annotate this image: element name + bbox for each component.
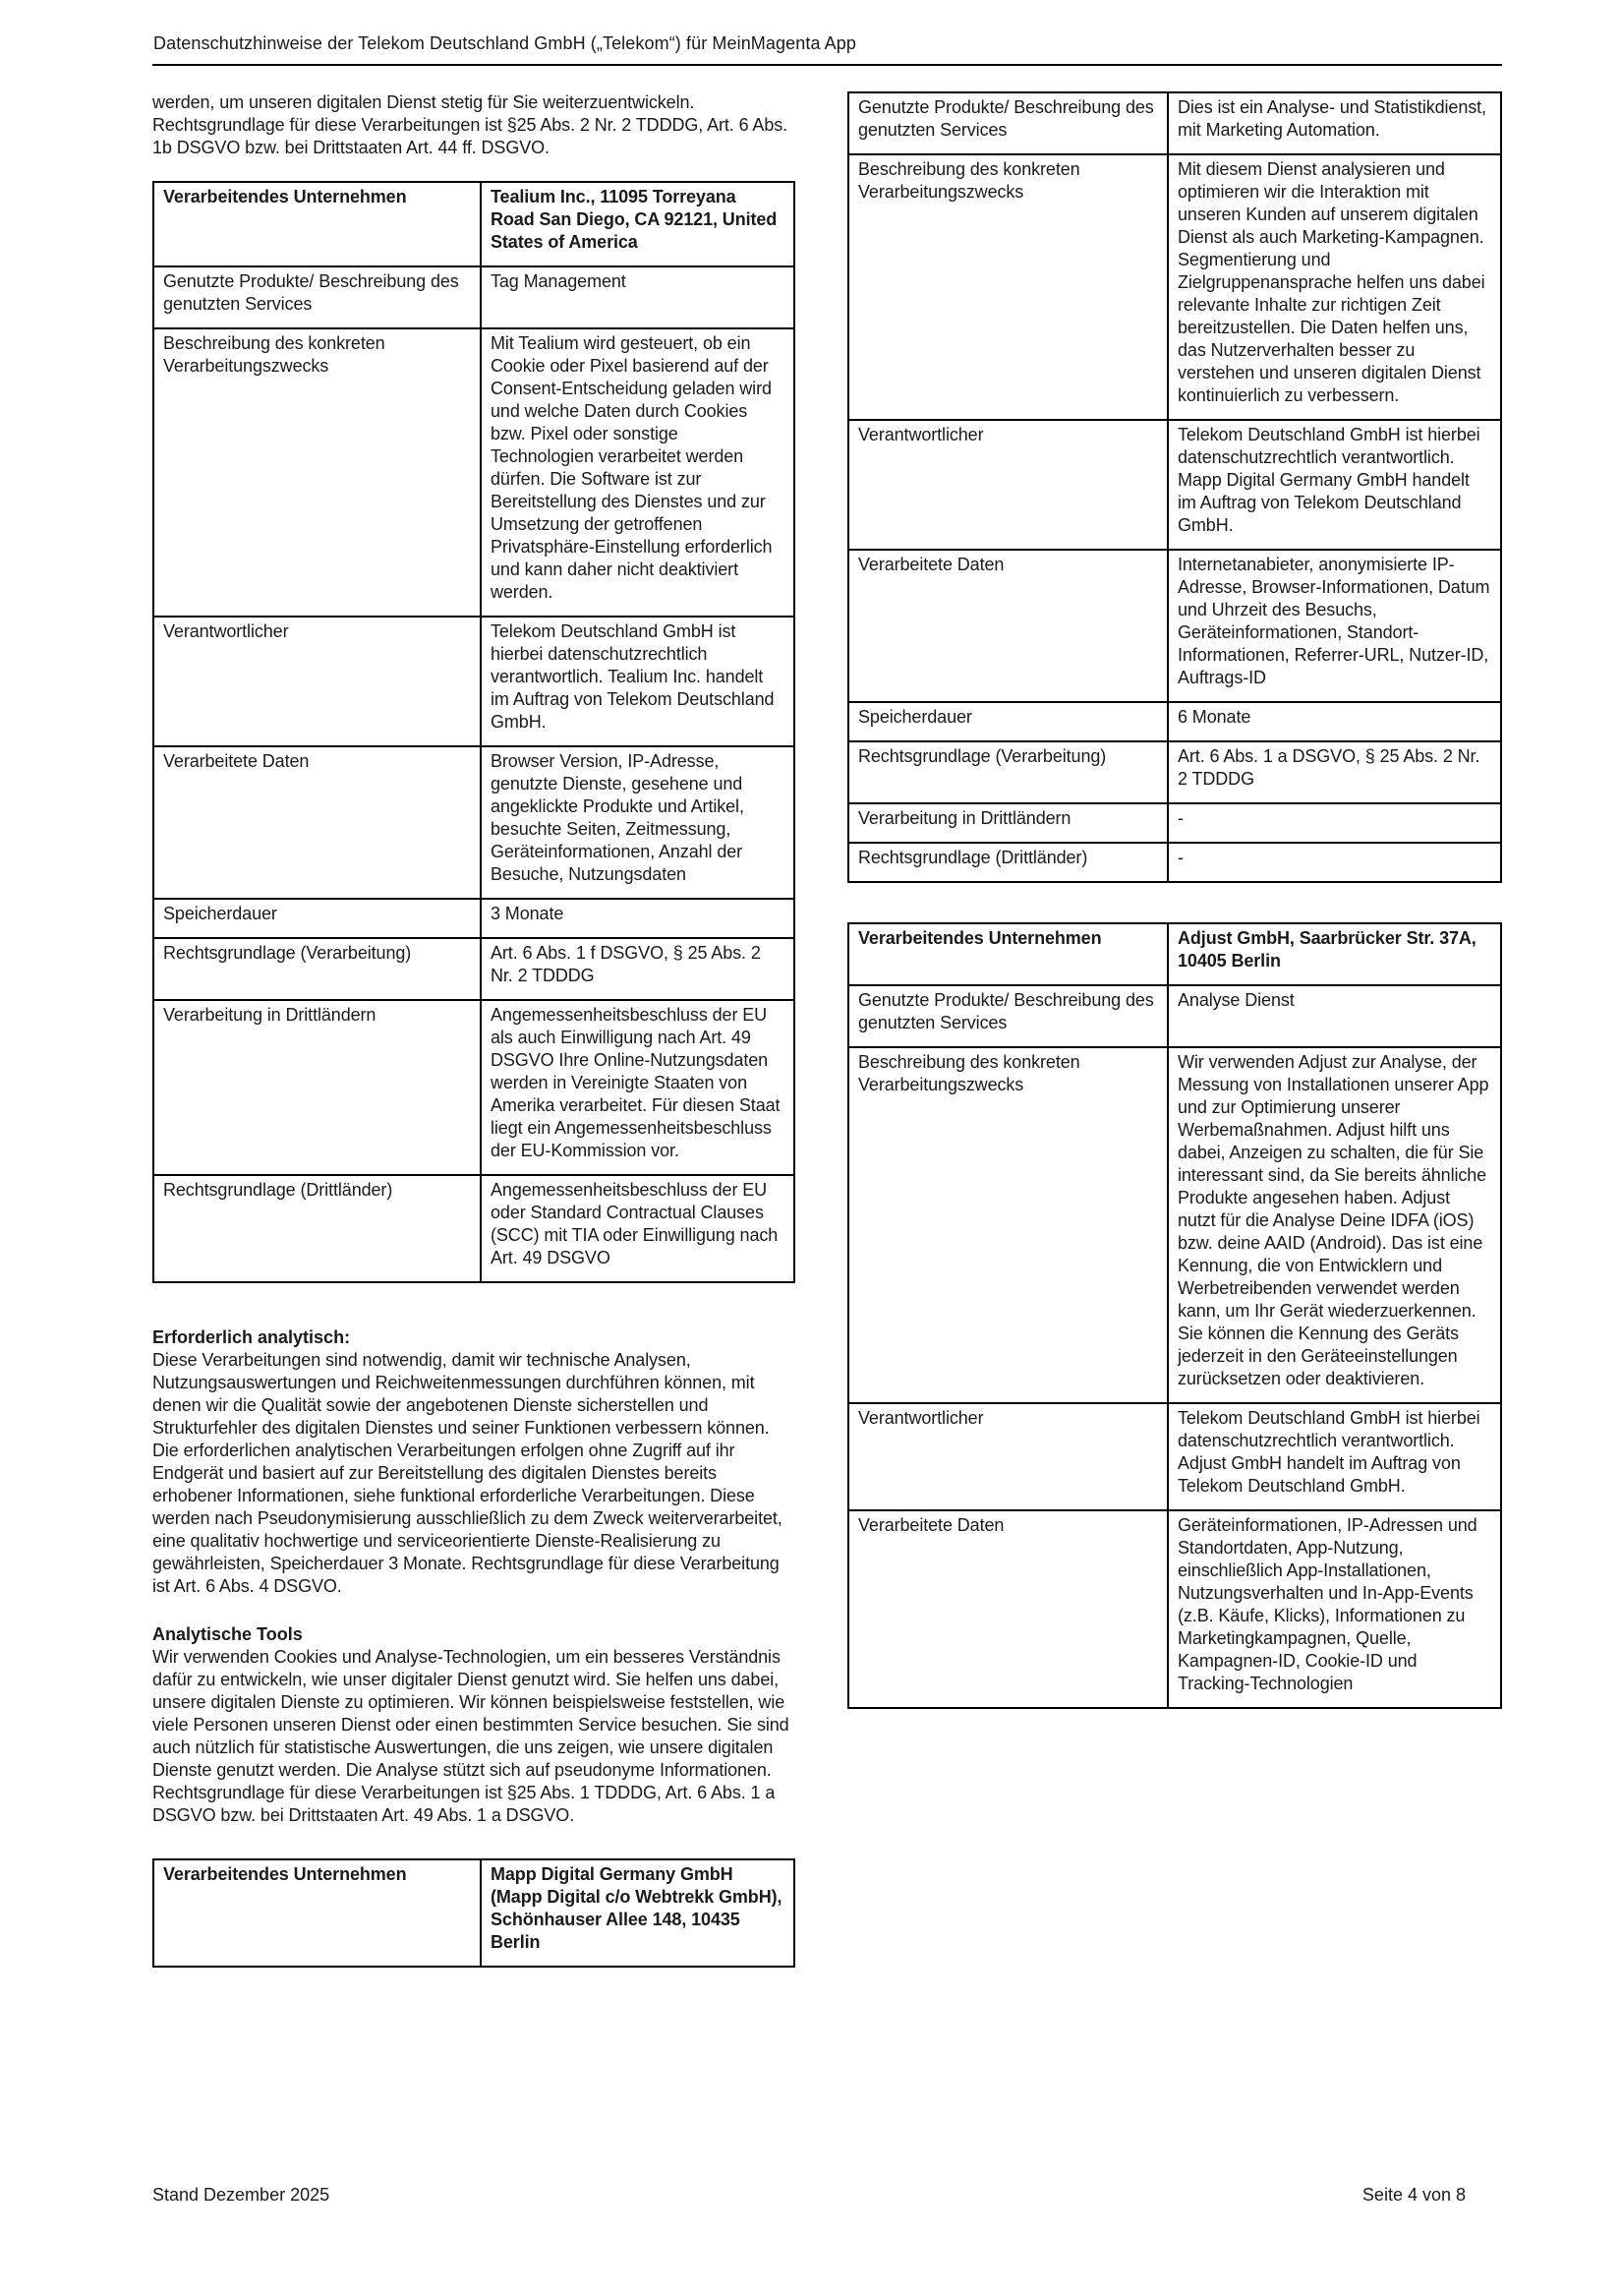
table-row: [848, 843, 1501, 882]
row-value-cell: Angemessenheitsbeschluss der EU als auch Einwilligung nach Art. 49 DSGVO Ihre Online-Nutzungsdaten werden in Vereinigte Staaten von Amerika verarbeitet. Für diesen Staat liegt ein Angemessenheitsbeschluss der EU-Kommission vor.: [481, 1000, 794, 1175]
table-row: [153, 899, 794, 938]
row-label-cell: Verarbeitete Daten: [848, 550, 1168, 702]
row-label-cell: Verarbeitete Daten: [848, 1510, 1168, 1708]
row-value-cell: Mit Tealium wird gesteuert, ob ein Cookie oder Pixel basierend auf der Consent-Entscheidung geladen wird und welche Daten durch Cookies bzw. Pixel oder sonstige Technologien verarbeitet werden dürfen. Die Software ist zur Bereitstellung des Dienstes und zur Umsetzung der getroffenen Privatsphäre-Einstellung erforderlich und kann daher nicht deaktiviert werden.: [481, 328, 794, 617]
table-row: [848, 420, 1501, 550]
row-value-cell: Art. 6 Abs. 1 f DSGVO, § 25 Abs. 2 Nr. 2 TDDDG: [481, 938, 794, 1000]
row-label-cell: Speicherdauer: [848, 702, 1168, 741]
row-label-cell: Verarbeitete Daten: [153, 746, 481, 899]
table-row: [848, 1047, 1501, 1403]
row-value-cell: Mit diesem Dienst analysieren und optimieren wir die Interaktion mit unseren Kunden auf unserem digitalen Dienst als auch Marketing-Kampagnen. Segmentierung und Zielgruppenansprache helfen uns dabei relevante Inhalte zur richtigen Zeit bereitzustellen. Die Daten helfen uns, das Nutzerverhalten besser zu verstehen und unseren digitalen Dienst kontinuierlich zu verbessern.: [1168, 154, 1501, 420]
row-label-cell: Verarbeitung in Drittländern: [848, 803, 1168, 843]
row-value-cell: Angemessenheitsbeschluss der EU oder Standard Contractual Clauses (SCC) mit TIA oder Einwilligung nach Art. 49 DSGVO: [481, 1175, 794, 1282]
row-label-cell: Rechtsgrundlage (Verarbeitung): [848, 741, 1168, 803]
document-page: [152, 33, 1502, 1968]
table-row: [153, 182, 794, 266]
table-row: [848, 1403, 1501, 1510]
table-row: [848, 702, 1501, 741]
footer-page-number: Seite 4 von 8: [1361, 2185, 1466, 2205]
row-label-cell: Rechtsgrundlage (Drittländer): [848, 843, 1168, 882]
section-heading: Analytische Tools: [152, 1624, 303, 1644]
mapp-table-start: [152, 1858, 795, 1968]
section-paragraph: Wir verwenden Cookies und Analyse-Technologien, um ein besseres Verständnis dafür zu entwickeln, wie unser digitaler Dienst genutzt wird. Sie helfen uns dabei, unsere digitalen Dienste zu optimieren. Wir können beispielsweise feststellen, wie viele Personen unseren Dienst oder einen bestimmten Service besuchen. Sie sind auch nützlich für statistische Auswertungen, die uns zeigen, wie unsere digitalen Dienste genutzt werden. Die Analyse stützt sich auf pseudonyme Informationen. Rechtsgrundlage für diese Verarbeitungen ist §25 Abs. 1 TDDDG, Art. 6 Abs. 1 a DSGVO bzw. bei Drittstaaten Art. 49 Abs. 1 a DSGVO.: [152, 1647, 789, 1825]
row-label-cell: Beschreibung des konkreten Verarbeitungszwecks: [848, 154, 1168, 420]
row-value-cell: 3 Monate: [481, 899, 794, 938]
table-row: [848, 803, 1501, 843]
mapp-table-continuation: [847, 91, 1502, 883]
left-column: [152, 91, 795, 1968]
row-label-cell: Verantwortlicher: [848, 420, 1168, 550]
section-analytische-tools: [152, 1623, 795, 1827]
row-value-cell: Telekom Deutschland GmbH ist hierbei datenschutzrechtlich verantwortlich. Tealium Inc. handelt im Auftrag von Telekom Deutschland GmbH.: [481, 617, 794, 746]
row-label-cell: Verantwortlicher: [848, 1403, 1168, 1510]
tealium-table: [152, 181, 795, 1283]
table-row: [153, 328, 794, 617]
table-row: [848, 1510, 1501, 1708]
row-label-cell: Verarbeitendes Unternehmen: [153, 182, 481, 266]
table-row: [153, 1000, 794, 1175]
row-label-cell: Rechtsgrundlage (Drittländer): [153, 1175, 481, 1282]
table-row: [848, 923, 1501, 985]
table-row: [848, 985, 1501, 1047]
row-value-cell: Internetanabieter, anonymisierte IP-Adresse, Browser-Informationen, Datum und Uhrzeit des Besuchs, Geräteinformationen, Standort-Informationen, Referrer-URL, Nutzer-ID, Auftrags-ID: [1168, 550, 1501, 702]
row-value-cell: Adjust GmbH, Saarbrücker Str. 37A, 10405 Berlin: [1168, 923, 1501, 985]
footer-date: Stand Dezember 2025: [152, 2185, 330, 2205]
row-label-cell: Verarbeitung in Drittländern: [153, 1000, 481, 1175]
row-label-cell: Genutzte Produkte/ Beschreibung des genutzten Services: [848, 985, 1168, 1047]
table-row: [153, 266, 794, 328]
row-label-cell: Beschreibung des konkreten Verarbeitungszwecks: [153, 328, 481, 617]
document-header-title: Datenschutzhinweise der Telekom Deutschland GmbH („Telekom“) für MeinMagenta App: [152, 33, 1502, 66]
table-row: [848, 550, 1501, 702]
row-value-cell: Dies ist ein Analyse- und Statistikdienst, mit Marketing Automation.: [1168, 92, 1501, 154]
section-erforderlich-analytisch: [152, 1326, 795, 1598]
section-paragraph: Diese Verarbeitungen sind notwendig, damit wir technische Analysen, Nutzungsauswertungen und Reichweitenmessungen durchführen können, mit denen wir die Qualität sowie der angebotenen Dienste sicherstellen und Strukturfehler des digitalen Dienstes und seiner Funktionen verbessern können. Die erforderlichen analytischen Verarbeitungen erfolgen ohne Zugriff auf ihr Endgerät und basiert auf zur Bereitstellung des digitalen Dienstes bereits erhobener Informationen, siehe funktional erforderliche Verarbeitungen. Diese werden nach Pseudonymisierung ausschließlich zu dem Zweck weiterverarbeitet, eine qualitativ hochwertige und serviceorientierte Dienste-Realisierung zu gewährleisten, Speicherdauer 3 Monate. Rechtsgrundlage für diese Verarbeitung ist Art. 6 Abs. 4 DSGVO.: [152, 1350, 782, 1596]
table-row: [848, 741, 1501, 803]
row-label-cell: Verantwortlicher: [153, 617, 481, 746]
row-value-cell: Tealium Inc., 11095 Torreyana Road San Diego, CA 92121, United States of America: [481, 182, 794, 266]
row-label-cell: Beschreibung des konkreten Verarbeitungszwecks: [848, 1047, 1168, 1403]
row-label-cell: Speicherdauer: [153, 899, 481, 938]
row-label-cell: Rechtsgrundlage (Verarbeitung): [153, 938, 481, 1000]
table-row: [848, 92, 1501, 154]
row-value-cell: Tag Management: [481, 266, 794, 328]
table-row: [153, 1175, 794, 1282]
intro-paragraph: werden, um unseren digitalen Dienst stetig für Sie weiterzuentwickeln. Rechtsgrundlage für diese Verarbeitungen ist §25 Abs. 2 Nr. 2 TDDDG, Art. 6 Abs. 1b DSGVO bzw. bei Drittstaaten Art. 44 ff. DSGVO.: [152, 92, 788, 157]
row-value-cell: Wir verwenden Adjust zur Analyse, der Messung von Installationen unserer App und zur Optimierung unserer Werbemaßnahmen. Adjust hilft uns dabei, Anzeigen zu schalten, die für Sie interessant sind, da Sie bereits ähnliche Produkte angesehen haben. Adjust nutzt für die Analyse Deine IDFA (iOS) bzw. deine AAID (Android). Das ist eine Kennung, die von Entwicklern und Werbetreibenden verwendet werden kann, um Ihr Gerät wiederzuerkennen. Sie können die Kennung des Geräts jederzeit in den Geräteeinstellungen zurücksetzen oder deaktivieren.: [1168, 1047, 1501, 1403]
row-value-cell: Geräteinformationen, IP-Adressen und Standortdaten, App-Nutzung, einschließlich App-Installationen, Nutzungsverhalten und In-App-Events (z.B. Käufe, Klicks), Informationen zu Marketingkampagnen, Quelle, Kampagnen-ID, Cookie-ID und Tracking-Technologien: [1168, 1510, 1501, 1708]
page-footer: [152, 2185, 1466, 2206]
table-row: [153, 617, 794, 746]
table-row: [153, 1859, 794, 1967]
row-label-cell: Verarbeitendes Unternehmen: [848, 923, 1168, 985]
row-label-cell: Genutzte Produkte/ Beschreibung des genutzten Services: [153, 266, 481, 328]
right-column: [847, 91, 1502, 1709]
table-row: [153, 746, 794, 899]
row-value-cell: Analyse Dienst: [1168, 985, 1501, 1047]
two-column-layout: [152, 91, 1502, 1968]
row-value-cell: Telekom Deutschland GmbH ist hierbei datenschutzrechtlich verantwortlich. Mapp Digital Germany GmbH handelt im Auftrag von Telekom Deutschland GmbH.: [1168, 420, 1501, 550]
table-row: [153, 938, 794, 1000]
row-label-cell: Genutzte Produkte/ Beschreibung des genutzten Services: [848, 92, 1168, 154]
row-value-cell: 6 Monate: [1168, 702, 1501, 741]
row-label-cell: Verarbeitendes Unternehmen: [153, 1859, 481, 1967]
row-value-cell: Telekom Deutschland GmbH ist hierbei datenschutzrechtlich verantwortlich. Adjust GmbH handelt im Auftrag von Telekom Deutschland GmbH.: [1168, 1403, 1501, 1510]
adjust-table: [847, 922, 1502, 1709]
row-value-cell: -: [1168, 843, 1501, 882]
row-value-cell: -: [1168, 803, 1501, 843]
row-value-cell: Mapp Digital Germany GmbH (Mapp Digital c/o Webtrekk GmbH), Schönhauser Allee 148, 10435 Berlin: [481, 1859, 794, 1967]
section-heading: Erforderlich analytisch:: [152, 1327, 351, 1347]
table-row: [848, 154, 1501, 420]
row-value-cell: Art. 6 Abs. 1 a DSGVO, § 25 Abs. 2 Nr. 2 TDDDG: [1168, 741, 1501, 803]
row-value-cell: Browser Version, IP-Adresse, genutzte Dienste, gesehene und angeklickte Produkte und Artikel, besuchte Seiten, Zeitmessung, Geräteinformationen, Anzahl der Besuche, Nutzungsdaten: [481, 746, 794, 899]
